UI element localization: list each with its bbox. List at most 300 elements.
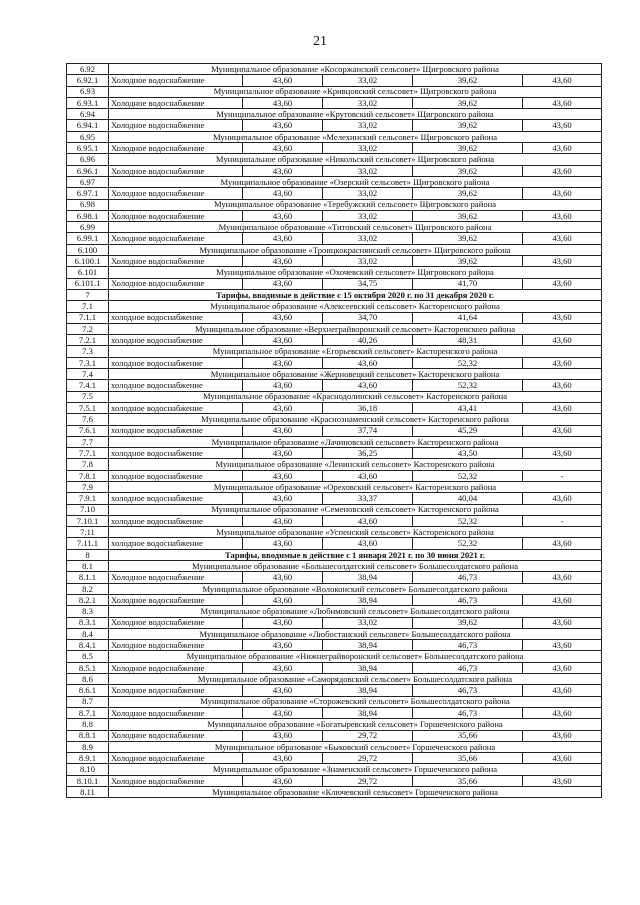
row-code: 8.2 xyxy=(67,583,109,594)
row-code: 6.95.1 xyxy=(67,143,109,154)
tariff-value-v2: 43,60 xyxy=(323,380,413,391)
tariff-row xyxy=(67,470,602,481)
tariff-value-v1: 43,60 xyxy=(243,312,323,323)
tariff-value-v3: 46,73 xyxy=(413,707,523,718)
tariff-row xyxy=(67,256,602,267)
tariff-value-v2: 29,72 xyxy=(323,753,413,764)
municipality-title: Муниципальное образование «Краснознаменский сельсовет» Касторенского района xyxy=(109,414,602,425)
tariff-value-v2: 36,25 xyxy=(323,448,413,459)
tariff-table-body xyxy=(67,64,602,798)
municipality-row xyxy=(67,244,602,255)
municipality-title: Муниципальное образование «Егорьевский сельсовет» Касторенского района xyxy=(109,346,602,357)
tariff-row xyxy=(67,75,602,86)
tariff-value-v3: 46,73 xyxy=(413,662,523,673)
row-code: 7.5 xyxy=(67,391,109,402)
service-name: Холодное водоснабжение xyxy=(109,707,243,718)
tariff-value-v2: 33,02 xyxy=(323,143,413,154)
row-code: 8.3.1 xyxy=(67,617,109,628)
tariff-value-v2: 38,94 xyxy=(323,572,413,583)
municipality-row xyxy=(67,323,602,334)
row-code: 7.10.1 xyxy=(67,515,109,526)
municipality-title: Муниципальное образование «Никольский сельсовет» Щигровского района xyxy=(109,154,602,165)
tariff-value-v1: 43,60 xyxy=(243,402,323,413)
service-name: Холодное водоснабжение xyxy=(109,188,243,199)
tariff-value-v4: 43,60 xyxy=(523,143,602,154)
service-name: холодное водоснабжение xyxy=(109,357,243,368)
tariff-value-v4: 43,60 xyxy=(523,448,602,459)
tariff-value-v1: 43,60 xyxy=(243,75,323,86)
tariff-value-v4: 43,60 xyxy=(523,97,602,108)
municipality-row xyxy=(67,504,602,515)
tariff-value-v1: 43,60 xyxy=(243,470,323,481)
tariff-value-v1: 43,60 xyxy=(243,335,323,346)
municipality-title: Муниципальное образование «Кривцовский сельсовет» Щигровского района xyxy=(109,86,602,97)
tariff-value-v3: 35,66 xyxy=(413,775,523,786)
municipality-row xyxy=(67,606,602,617)
tariff-row xyxy=(67,538,602,549)
row-code: 6.100 xyxy=(67,244,109,255)
tariff-value-v1: 43,60 xyxy=(243,448,323,459)
municipality-row xyxy=(67,651,602,662)
municipality-title: Муниципальное образование «Успенский сельсовет» Касторенского района xyxy=(109,527,602,538)
tariff-value-v3: 39,62 xyxy=(413,143,523,154)
tariff-value-v4: 43,60 xyxy=(523,312,602,323)
tariff-row xyxy=(67,380,602,391)
row-code: 8.10 xyxy=(67,764,109,775)
tariff-value-v3: 41,70 xyxy=(413,278,523,289)
tariff-value-v3: 43,50 xyxy=(413,448,523,459)
tariff-row xyxy=(67,685,602,696)
tariff-value-v2: 38,94 xyxy=(323,662,413,673)
tariff-value-v2: 29,72 xyxy=(323,775,413,786)
row-code: 6.101 xyxy=(67,267,109,278)
tariff-value-v2: 38,94 xyxy=(323,640,413,651)
municipality-row xyxy=(67,436,602,447)
tariff-value-v3: 40,04 xyxy=(413,493,523,504)
service-name: холодное водоснабжение xyxy=(109,425,243,436)
row-code: 7.8.1 xyxy=(67,470,109,481)
tariff-value-v1: 43,60 xyxy=(243,120,323,131)
municipality-title: Муниципальное образование «Саморядовский сельсовет» Большесолдатского района xyxy=(109,674,602,685)
tariff-value-v2: 38,94 xyxy=(323,594,413,605)
tariff-value-v4: 43,60 xyxy=(523,730,602,741)
municipality-title: Муниципальное образование «Охочевский сельсовет» Щигровского района xyxy=(109,267,602,278)
row-code: 8.1.1 xyxy=(67,572,109,583)
tariff-row xyxy=(67,357,602,368)
period-title: Тарифы, вводимые в действие с 15 октября 2020 г. по 31 декабря 2020 г. xyxy=(109,289,602,300)
tariff-value-v2: 43,60 xyxy=(323,538,413,549)
municipality-title: Муниципальное образование «Волоконский сельсовет» Большесолдатского района xyxy=(109,583,602,594)
tariff-value-v3: 52,32 xyxy=(413,357,523,368)
tariff-value-v3: 41,64 xyxy=(413,312,523,323)
tariff-row xyxy=(67,335,602,346)
tariff-value-v1: 43,60 xyxy=(243,233,323,244)
tariff-value-v4: 43,60 xyxy=(523,538,602,549)
tariff-row xyxy=(67,707,602,718)
tariff-value-v1: 43,60 xyxy=(243,707,323,718)
service-name: Холодное водоснабжение xyxy=(109,640,243,651)
tariff-value-v4: 43,60 xyxy=(523,685,602,696)
tariff-value-v4: 43,60 xyxy=(523,75,602,86)
municipality-row xyxy=(67,414,602,425)
row-code: 6.99.1 xyxy=(67,233,109,244)
tariff-value-v1: 43,60 xyxy=(243,640,323,651)
tariff-value-v2: 33,02 xyxy=(323,97,413,108)
row-code: 8.3 xyxy=(67,606,109,617)
municipality-row xyxy=(67,583,602,594)
row-code: 7.4.1 xyxy=(67,380,109,391)
municipality-title: Муниципальное образование «Титовский сельсовет» Щигровского района xyxy=(109,222,602,233)
row-code: 8.11 xyxy=(67,787,109,798)
service-name: Холодное водоснабжение xyxy=(109,97,243,108)
municipality-title: Муниципальное образование «Ключевский сельсовет» Горшеченского района xyxy=(109,787,602,798)
municipality-title: Муниципальное образование «Мелехинский сельсовет» Щигровского района xyxy=(109,131,602,142)
municipality-title: Муниципальное образование «Краснодолинский сельсовет» Касторенского района xyxy=(109,391,602,402)
service-name: Холодное водоснабжение xyxy=(109,143,243,154)
tariff-value-v2: 29,72 xyxy=(323,730,413,741)
tariff-value-v4: 43,60 xyxy=(523,357,602,368)
municipality-title: Муниципальное образование «Сторожевский сельсовет» Большесолдатского района xyxy=(109,696,602,707)
service-name: холодное водоснабжение xyxy=(109,470,243,481)
row-code: 7.1.1 xyxy=(67,312,109,323)
row-code: 6.92 xyxy=(67,64,109,75)
row-code: 8.8.1 xyxy=(67,730,109,741)
tariff-value-v1: 43,60 xyxy=(243,594,323,605)
tariff-value-v1: 43,60 xyxy=(243,165,323,176)
tariff-value-v4: 43,60 xyxy=(523,594,602,605)
row-code: 7.5.1 xyxy=(67,402,109,413)
municipality-row xyxy=(67,628,602,639)
municipality-title: Муниципальное образование «Большесолдатский сельсовет» Большесолдатского района xyxy=(109,561,602,572)
tariff-row xyxy=(67,662,602,673)
service-name: Холодное водоснабжение xyxy=(109,120,243,131)
row-code: 8.5 xyxy=(67,651,109,662)
period-row xyxy=(67,289,602,300)
municipality-title: Муниципальное образование «Алексеевский сельсовет» Касторенского района xyxy=(109,301,602,312)
tariff-value-v1: 43,60 xyxy=(243,188,323,199)
row-code: 8.8 xyxy=(67,719,109,730)
row-code: 7.6.1 xyxy=(67,425,109,436)
tariff-value-v1: 43,60 xyxy=(243,143,323,154)
tariff-row xyxy=(67,594,602,605)
row-code: 6.96 xyxy=(67,154,109,165)
tariff-value-v2: 33,02 xyxy=(323,210,413,221)
municipality-row xyxy=(67,131,602,142)
row-code: 6.100.1 xyxy=(67,256,109,267)
tariff-value-v2: 33,02 xyxy=(323,75,413,86)
tariff-row xyxy=(67,493,602,504)
tariff-value-v3: 46,73 xyxy=(413,685,523,696)
municipality-title: Муниципальное образование «Семеновский сельсовет» Касторенского района xyxy=(109,504,602,515)
row-code: 6.101.1 xyxy=(67,278,109,289)
service-name: Холодное водоснабжение xyxy=(109,753,243,764)
row-code: 8.4.1 xyxy=(67,640,109,651)
row-code: 8.6 xyxy=(67,674,109,685)
service-name: холодное водоснабжение xyxy=(109,538,243,549)
municipality-row xyxy=(67,787,602,798)
tariff-value-v3: 46,73 xyxy=(413,594,523,605)
service-name: холодное водоснабжение xyxy=(109,515,243,526)
row-code: 7.8 xyxy=(67,459,109,470)
tariff-value-v4: 43,60 xyxy=(523,662,602,673)
row-code: 7.7 xyxy=(67,436,109,447)
row-code: 7.7.1 xyxy=(67,448,109,459)
municipality-row xyxy=(67,741,602,752)
service-name: Холодное водоснабжение xyxy=(109,594,243,605)
tariff-row xyxy=(67,448,602,459)
tariff-value-v3: 39,62 xyxy=(413,210,523,221)
municipality-row xyxy=(67,154,602,165)
tariff-value-v3: 35,66 xyxy=(413,730,523,741)
municipality-row xyxy=(67,176,602,187)
tariff-value-v3: 39,62 xyxy=(413,617,523,628)
row-code: 8.4 xyxy=(67,628,109,639)
municipality-title: Муниципальное образование «Любимовский сельсовет» Большесолдатского района xyxy=(109,606,602,617)
tariff-value-v1: 43,60 xyxy=(243,380,323,391)
tariff-value-v1: 43,60 xyxy=(243,210,323,221)
row-code: 6.97.1 xyxy=(67,188,109,199)
tariff-value-v4: - xyxy=(523,515,602,526)
tariff-value-v1: 43,60 xyxy=(243,685,323,696)
tariff-row xyxy=(67,640,602,651)
municipality-row xyxy=(67,391,602,402)
tariff-value-v2: 33,02 xyxy=(323,120,413,131)
tariff-value-v3: 45,29 xyxy=(413,425,523,436)
municipality-title: Муниципальное образование «Косоржанский сельсовет» Щигровского района xyxy=(109,64,602,75)
tariff-value-v4: 43,60 xyxy=(523,402,602,413)
tariff-value-v3: 39,62 xyxy=(413,165,523,176)
tariff-value-v3: 48,31 xyxy=(413,335,523,346)
row-code: 8.7 xyxy=(67,696,109,707)
tariff-value-v3: 52,32 xyxy=(413,538,523,549)
municipality-row xyxy=(67,674,602,685)
service-name: Холодное водоснабжение xyxy=(109,165,243,176)
service-name: Холодное водоснабжение xyxy=(109,75,243,86)
service-name: холодное водоснабжение xyxy=(109,448,243,459)
municipality-title: Муниципальное образование «Крутовский сельсовет» Щигровского района xyxy=(109,109,602,120)
row-code: 8.7.1 xyxy=(67,707,109,718)
row-code: 7.11 xyxy=(67,527,109,538)
tariff-row xyxy=(67,210,602,221)
tariff-value-v3: 52,32 xyxy=(413,380,523,391)
row-code: 7.2 xyxy=(67,323,109,334)
service-name: Холодное водоснабжение xyxy=(109,210,243,221)
tariff-row xyxy=(67,617,602,628)
municipality-row xyxy=(67,109,602,120)
tariff-value-v2: 36,18 xyxy=(323,402,413,413)
service-name: Холодное водоснабжение xyxy=(109,662,243,673)
tariff-row xyxy=(67,120,602,131)
tariff-value-v1: 43,60 xyxy=(243,425,323,436)
row-code: 7.1 xyxy=(67,301,109,312)
tariff-value-v4: 43,60 xyxy=(523,753,602,764)
municipality-title: Муниципальное образование «Быковский сельсовет» Горшеченского района xyxy=(109,741,602,752)
tariff-row xyxy=(67,143,602,154)
tariff-row xyxy=(67,188,602,199)
municipality-title: Муниципальное образование «Знаменский сельсовет» Горшеченского района xyxy=(109,764,602,775)
row-code: 6.96.1 xyxy=(67,165,109,176)
tariff-value-v3: 39,62 xyxy=(413,256,523,267)
tariff-value-v3: 39,62 xyxy=(413,120,523,131)
row-code: 7.3.1 xyxy=(67,357,109,368)
period-title: Тарифы, вводимые в действие с 1 января 2021 г. по 30 июня 2021 г. xyxy=(109,549,602,560)
tariff-value-v2: 43,60 xyxy=(323,515,413,526)
tariff-value-v2: 43,60 xyxy=(323,470,413,481)
tariff-value-v2: 33,02 xyxy=(323,233,413,244)
row-code: 7.3 xyxy=(67,346,109,357)
tariff-value-v4: 43,60 xyxy=(523,617,602,628)
row-code: 8.6.1 xyxy=(67,685,109,696)
tariff-value-v4: 43,60 xyxy=(523,210,602,221)
municipality-row xyxy=(67,481,602,492)
row-code: 7 xyxy=(67,289,109,300)
municipality-title: Муниципальное образование «Лачиновский сельсовет» Касторенского района xyxy=(109,436,602,447)
tariff-value-v2: 33,02 xyxy=(323,617,413,628)
tariff-value-v3: 46,73 xyxy=(413,640,523,651)
tariff-value-v3: 43,41 xyxy=(413,402,523,413)
tariff-value-v4: 43,60 xyxy=(523,493,602,504)
row-code: 8 xyxy=(67,549,109,560)
service-name: холодное водоснабжение xyxy=(109,312,243,323)
tariff-row xyxy=(67,753,602,764)
municipality-title: Муниципальное образование «Любостанский сельсовет» Большесолдатского района xyxy=(109,628,602,639)
municipality-row xyxy=(67,561,602,572)
tariff-value-v3: 52,32 xyxy=(413,515,523,526)
row-code: 8.9 xyxy=(67,741,109,752)
municipality-row xyxy=(67,222,602,233)
row-code: 7.2.1 xyxy=(67,335,109,346)
tariff-table xyxy=(66,63,602,798)
tariff-value-v1: 43,60 xyxy=(243,775,323,786)
row-code: 6.98.1 xyxy=(67,210,109,221)
municipality-row xyxy=(67,199,602,210)
tariff-value-v4: 43,60 xyxy=(523,572,602,583)
service-name: Холодное водоснабжение xyxy=(109,278,243,289)
municipality-row xyxy=(67,696,602,707)
row-code: 8.9.1 xyxy=(67,753,109,764)
municipality-title: Муниципальное образование «Богатыревский сельсовет» Горшеченского района xyxy=(109,719,602,730)
tariff-row xyxy=(67,425,602,436)
tariff-value-v2: 38,94 xyxy=(323,685,413,696)
service-name: Холодное водоснабжение xyxy=(109,617,243,628)
municipality-title: Муниципальное образование «Ленинский сельсовет» Касторенского района xyxy=(109,459,602,470)
tariff-value-v1: 43,60 xyxy=(243,730,323,741)
municipality-title: Муниципальное образование «Ореховский сельсовет» Касторенского района xyxy=(109,481,602,492)
tariff-value-v2: 33,02 xyxy=(323,165,413,176)
row-code: 6.95 xyxy=(67,131,109,142)
service-name: Холодное водоснабжение xyxy=(109,685,243,696)
row-code: 6.98 xyxy=(67,199,109,210)
row-code: 7.9 xyxy=(67,481,109,492)
row-code: 6.92.1 xyxy=(67,75,109,86)
service-name: холодное водоснабжение xyxy=(109,402,243,413)
municipality-row xyxy=(67,369,602,380)
tariff-value-v1: 43,60 xyxy=(243,278,323,289)
row-code: 7.9.1 xyxy=(67,493,109,504)
municipality-title: Муниципальное образование «Теребужский сельсовет» Щигровского района xyxy=(109,199,602,210)
row-code: 8.10.1 xyxy=(67,775,109,786)
municipality-row xyxy=(67,346,602,357)
tariff-value-v2: 33,02 xyxy=(323,256,413,267)
row-code: 8.2.1 xyxy=(67,594,109,605)
row-code: 8.1 xyxy=(67,561,109,572)
tariff-value-v3: 39,62 xyxy=(413,188,523,199)
row-code: 8.5.1 xyxy=(67,662,109,673)
tariff-value-v2: 33,02 xyxy=(323,188,413,199)
tariff-value-v1: 43,60 xyxy=(243,515,323,526)
service-name: Холодное водоснабжение xyxy=(109,572,243,583)
tariff-value-v2: 38,94 xyxy=(323,707,413,718)
tariff-row xyxy=(67,730,602,741)
tariff-row xyxy=(67,515,602,526)
row-code: 7.10 xyxy=(67,504,109,515)
tariff-row xyxy=(67,165,602,176)
service-name: Холодное водоснабжение xyxy=(109,730,243,741)
tariff-value-v4: 43,60 xyxy=(523,425,602,436)
municipality-row xyxy=(67,764,602,775)
tariff-value-v1: 43,60 xyxy=(243,357,323,368)
municipality-title: Муниципальное образование «Троицкокраснянский сельсовет» Щигровского района xyxy=(109,244,602,255)
service-name: холодное водоснабжение xyxy=(109,493,243,504)
tariff-row xyxy=(67,233,602,244)
service-name: Холодное водоснабжение xyxy=(109,256,243,267)
tariff-value-v4: 43,60 xyxy=(523,640,602,651)
tariff-value-v2: 40,26 xyxy=(323,335,413,346)
municipality-row xyxy=(67,64,602,75)
service-name: Холодное водоснабжение xyxy=(109,233,243,244)
tariff-value-v1: 43,60 xyxy=(243,662,323,673)
row-code: 6.94.1 xyxy=(67,120,109,131)
municipality-title: Муниципальное образование «Верхнеграйворонский сельсовет» Касторенского района xyxy=(109,323,602,334)
tariff-value-v3: 52,32 xyxy=(413,470,523,481)
tariff-value-v3: 39,62 xyxy=(413,75,523,86)
tariff-value-v1: 43,60 xyxy=(243,572,323,583)
period-row xyxy=(67,549,602,560)
tariff-value-v4: 43,60 xyxy=(523,120,602,131)
municipality-row xyxy=(67,301,602,312)
tariff-value-v2: 37,74 xyxy=(323,425,413,436)
tariff-value-v4: 43,60 xyxy=(523,165,602,176)
tariff-value-v1: 43,60 xyxy=(243,256,323,267)
tariff-row xyxy=(67,97,602,108)
row-code: 7.6 xyxy=(67,414,109,425)
tariff-row xyxy=(67,278,602,289)
row-code: 7.11.1 xyxy=(67,538,109,549)
municipality-row xyxy=(67,267,602,278)
row-code: 6.93.1 xyxy=(67,97,109,108)
tariff-value-v3: 46,73 xyxy=(413,572,523,583)
tariff-row xyxy=(67,402,602,413)
row-code: 6.93 xyxy=(67,86,109,97)
tariff-value-v1: 43,60 xyxy=(243,753,323,764)
tariff-value-v1: 43,60 xyxy=(243,538,323,549)
tariff-value-v4: - xyxy=(523,470,602,481)
tariff-value-v4: 43,60 xyxy=(523,233,602,244)
row-code: 6.94 xyxy=(67,109,109,120)
tariff-value-v2: 33,37 xyxy=(323,493,413,504)
tariff-value-v4: 43,60 xyxy=(523,278,602,289)
tariff-row xyxy=(67,572,602,583)
municipality-row xyxy=(67,459,602,470)
service-name: холодное водоснабжение xyxy=(109,380,243,391)
tariff-value-v1: 43,60 xyxy=(243,97,323,108)
tariff-value-v2: 34,70 xyxy=(323,312,413,323)
municipality-row xyxy=(67,86,602,97)
tariff-value-v4: 43,60 xyxy=(523,775,602,786)
tariff-row xyxy=(67,312,602,323)
service-name: холодное водоснабжение xyxy=(109,335,243,346)
municipality-title: Муниципальное образование «Озерский сельсовет» Щигровского района xyxy=(109,176,602,187)
